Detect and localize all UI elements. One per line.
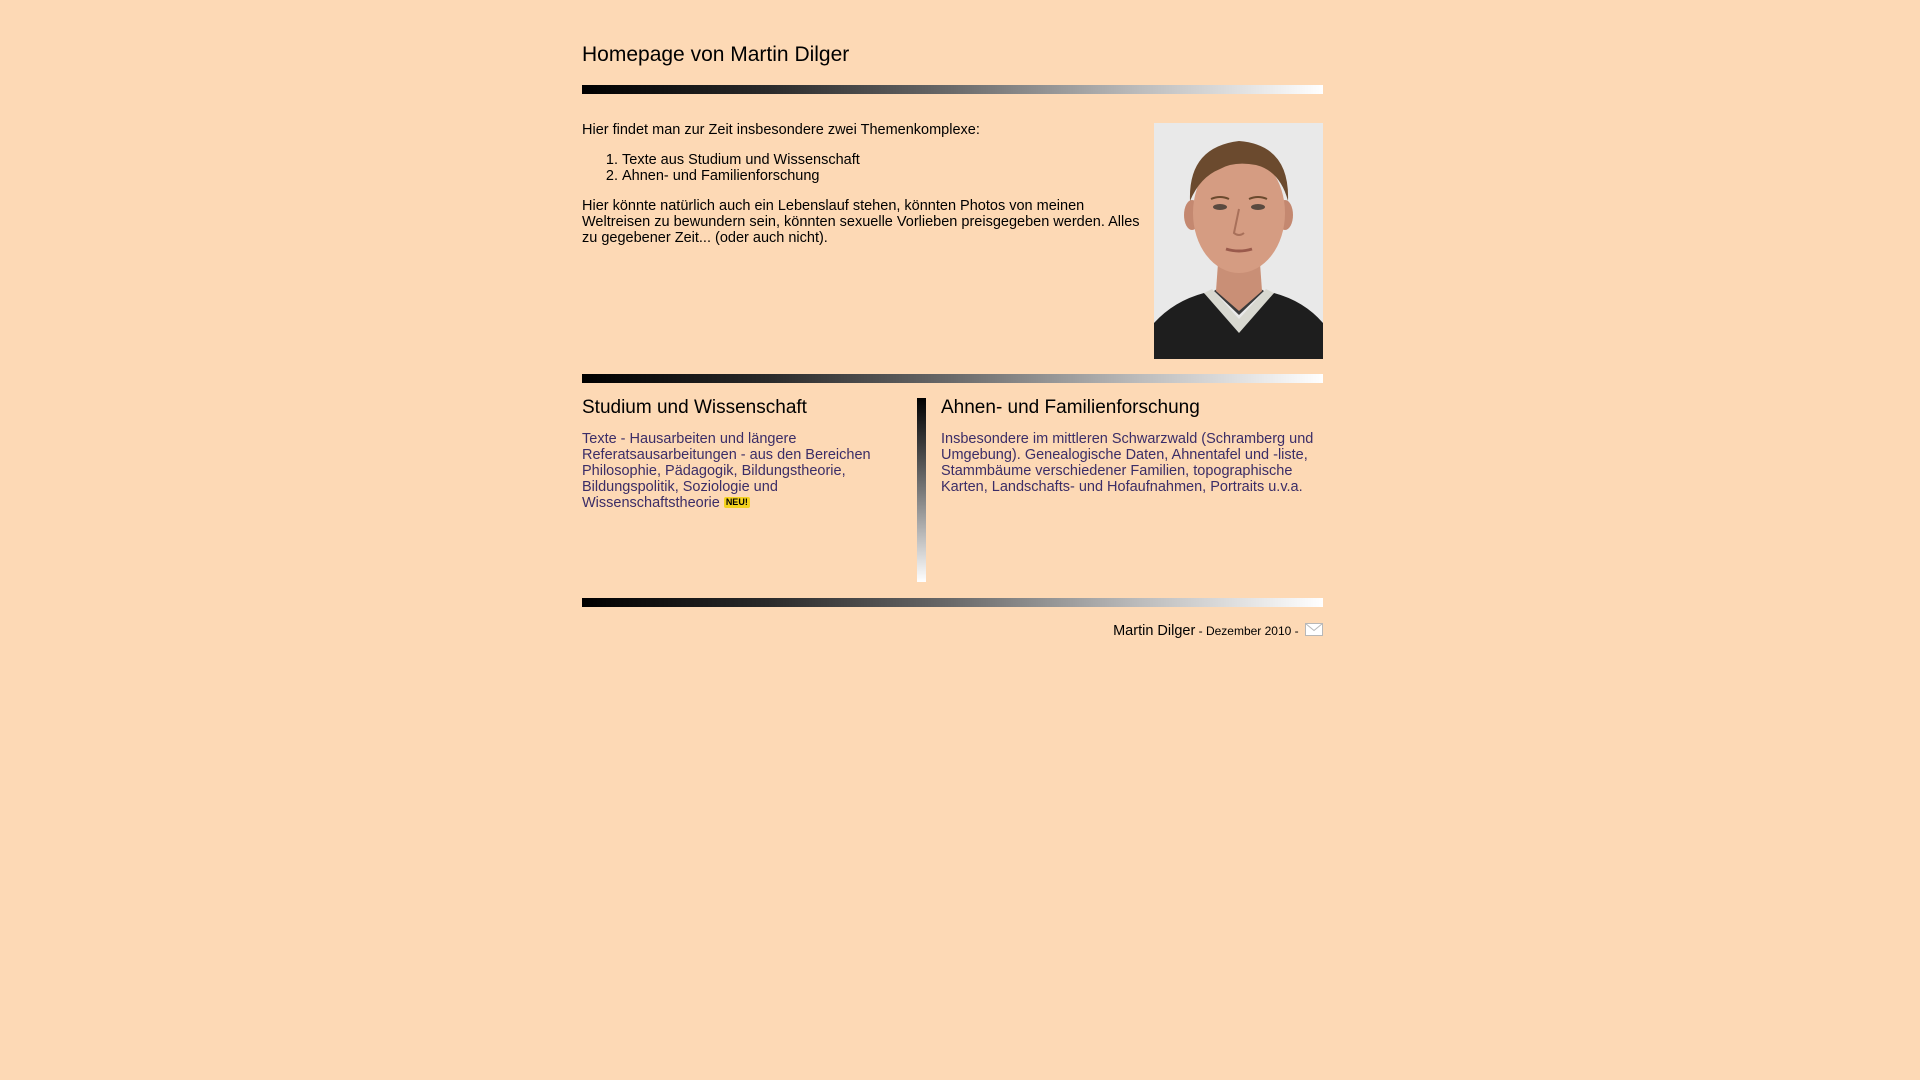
intro-note: Hier könnte natürlich auch ein Lebenslauf stehen, könnten Photos von meinen Weltreisen zu bewundern sein, könnten sexuelle Vorlieben preisgegeben werden. Alles zu gegebener Zeit... (oder auch nicht).: [582, 198, 1140, 246]
section-studium: [582, 397, 902, 511]
ahnen-link[interactable]: Insbesondere im mittleren Schwarzwald (Schramberg und Umgebung). Genealogische Daten, Ahnentafel und -liste, Stammbäume verschiedener Familien, topographische Karten, Landschafts- und Hofaufnahmen, Portraits u.v.a.: [941, 431, 1314, 495]
topic-item-studium: 1. Texte aus Studium und Wissenschaft: [622, 152, 1152, 168]
portrait-photo: [1154, 123, 1323, 359]
section-heading-ahnen: Ahnen- und Familienforschung: [941, 397, 1200, 418]
section-heading-studium: Studium und Wissenschaft: [582, 397, 807, 418]
section-text-ahnen: [941, 431, 1323, 495]
studium-link[interactable]: Texte - Hausarbeiten und längere Referatsausarbeitungen - aus den Bereichen Philosophie, Pädagogik, Bildungstheorie, Bildungspolitik, Soziologie und Wissenschaftstheorie: [582, 431, 871, 511]
vertical-gradient-divider: [917, 398, 926, 582]
topic-list: [582, 152, 1152, 184]
section-text-studium: [582, 431, 902, 511]
section-ahnen: [941, 397, 1323, 495]
footer: [1113, 622, 1323, 640]
envelope-icon[interactable]: [1305, 623, 1323, 636]
gradient-divider-middle: [582, 374, 1323, 383]
intro-lead: Hier findet man zur Zeit insbesondere zwei Themenkomplexe:: [582, 122, 980, 138]
new-badge: NEU!: [725, 497, 748, 507]
footer-author: Martin Dilger: [1113, 623, 1196, 639]
intro-section: [582, 122, 1152, 246]
footer-date: - Dezember 2010 -: [1195, 624, 1302, 638]
gradient-divider-bottom: [582, 598, 1323, 607]
gradient-divider-top: [582, 85, 1323, 94]
topic-item-ahnen: 2. Ahnen- und Familienforschung: [622, 168, 1152, 184]
page-title: Homepage von Martin Dilger: [582, 43, 850, 66]
